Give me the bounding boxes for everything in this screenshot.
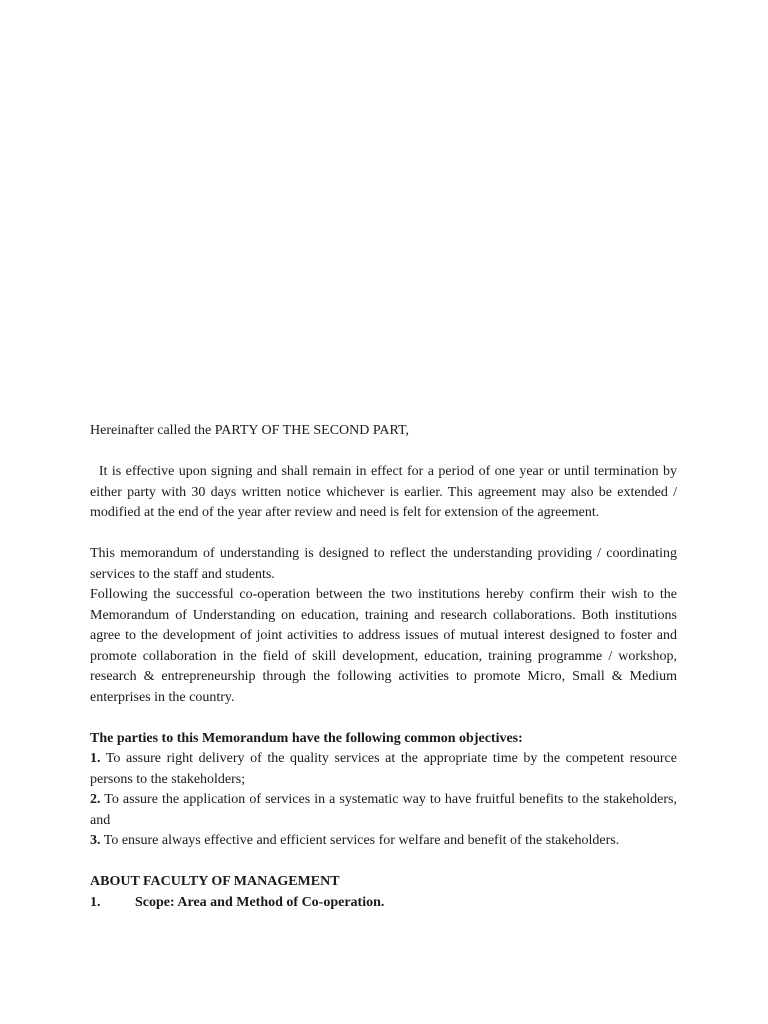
objective-item — [90, 831, 677, 852]
spacer — [90, 524, 677, 545]
scope-number: 1. — [90, 894, 101, 910]
objective-number: 1. — [90, 751, 101, 766]
objective-text: To assure the application of services in a systematic way to have fruitful benefits to the stakeholders, and — [90, 792, 677, 828]
memorandum-paragraph: This memorandum of understanding is designed to reflect the understanding providing / coordinating services to the staff and students. — [90, 546, 677, 582]
objective-item — [90, 749, 677, 790]
scope-heading — [90, 893, 677, 914]
about-heading: ABOUT FACULTY OF MANAGEMENT — [90, 874, 340, 889]
spacer — [90, 852, 677, 873]
objective-number: 2. — [90, 792, 101, 807]
objective-text: To assure right delivery of the quality services at the appropriate time by the competent resource persons to the stakeholders; — [90, 751, 677, 787]
objective-number: 3. — [90, 833, 101, 848]
effective-paragraph: It is effective upon signing and shall remain in effect for a period of one year or until termination by either party with 30 days written notice whichever is earlier. This agreement may also be extended / modified at the end of the year after review and need is felt for extension of the agreement. — [90, 464, 681, 520]
document-body — [90, 421, 681, 913]
objectives-heading: The parties to this Memorandum have the following common objectives: — [90, 730, 523, 746]
following-paragraph: Following the successful co-operation between the two institutions hereby confirm their wish to the Memorandum of Understanding on education, training and research collaborations. Both institutions agree to the development of joint activities to address issues of mutual interest designed to foster and promote collaboration in the field of skill development, education, training programme / workshop, research & entrepreneurship through the following activities to promote Micro, Small & Medium enterprises in the country. — [90, 587, 677, 705]
spacer — [90, 442, 677, 463]
party-line: Hereinafter called the PARTY OF THE SECOND PART, — [90, 423, 409, 438]
objective-item — [90, 790, 677, 831]
objective-text: To ensure always effective and efficient services for welfare and benefit of the stakeholders. — [100, 833, 620, 848]
scope-text: Scope: Area and Method of Co-operation. — [135, 894, 385, 910]
spacer — [90, 708, 677, 729]
